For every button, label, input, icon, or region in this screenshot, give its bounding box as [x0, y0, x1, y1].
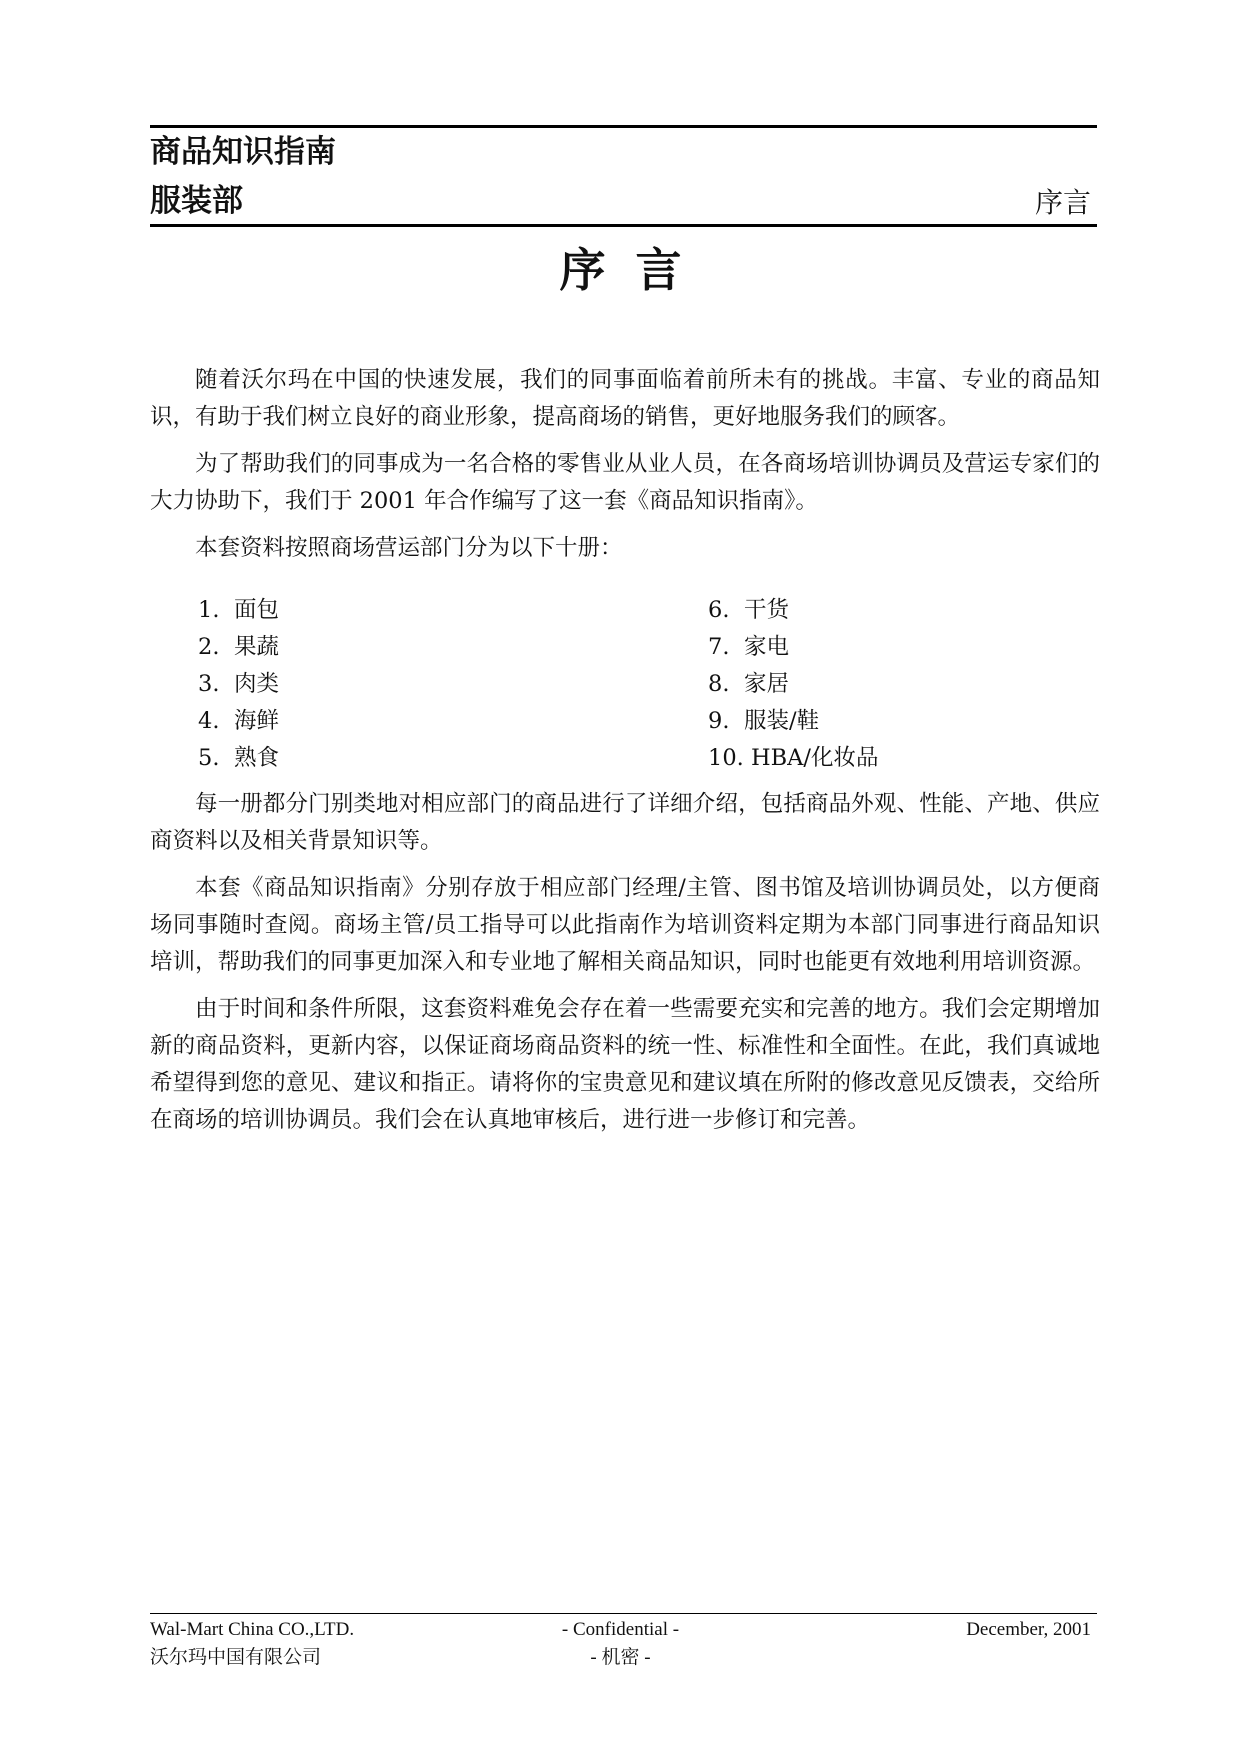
list-row [198, 629, 1048, 666]
header-bottom-rule [150, 224, 1097, 227]
list-item: 4. 海鲜 [198, 708, 280, 734]
list-item: 7. 家电 [708, 634, 790, 660]
footer-company-en: Wal-Mart China CO.,LTD. [150, 1619, 355, 1640]
list-item: 3. 肉类 [198, 671, 280, 697]
paragraph-contents: 每一册都分门别类地对相应部门的商品进行了详细介绍，包括商品外观、性能、产地、供应商资料以及相关背景知识等。 [150, 791, 1100, 854]
list-row [198, 666, 1048, 703]
list-item: 2. 果蔬 [198, 634, 280, 660]
footer-confidential-en: - Confidential - [561, 1619, 680, 1640]
list-item: 10. HBA/化妆品 [708, 745, 879, 771]
paragraph-purpose: 为了帮助我们的同事成为一名合格的零售业从业人员，在各商场培训协调员及营运专家们的大力协助下，我们于 2001 年合作编写了这一套《商品知识指南》。 [150, 451, 1100, 514]
list-item: 6. 干货 [708, 597, 790, 623]
paragraph-storage: 本套《商品知识指南》分别存放于相应部门经理/主管、图书馆及培训协调员处，以方便商场同事随时查阅。商场主管/员工指导可以此指南作为培训资料定期为本部门同事进行商品知识培训，帮助我们的同事更加深入和专业地了解相关商品知识，同时也能更有效地利用培训资源。 [150, 875, 1100, 975]
list-row [198, 592, 1048, 629]
volume-list [198, 592, 1048, 777]
list-row [198, 703, 1048, 740]
header-top-rule [150, 125, 1097, 128]
list-item: 1. 面包 [198, 597, 280, 623]
paragraph-volumes-lead: 本套资料按照商场营运部门分为以下十册： [195, 535, 623, 561]
header-title: 商品知识指南 [150, 134, 336, 170]
header-department: 服装部 [150, 183, 243, 219]
list-row [198, 740, 1048, 777]
list-item: 9. 服装/鞋 [708, 708, 820, 734]
footer-date: December, 2001 [966, 1619, 1091, 1640]
header-section-label: 序言 [1034, 186, 1091, 219]
page-title: 序言 [559, 243, 712, 297]
paragraph-feedback: 由于时间和条件所限，这套资料难免会存在着一些需要充实和完善的地方。我们会定期增加新的商品资料，更新内容，以保证商场商品资料的统一性、标准性和全面性。在此，我们真诚地希望得到您的意见、建议和指正。请将你的宝贵意见和建议填在所附的修改意见反馈表，交给所在商场的培训协调员。我们会在认真地审核后，进行进一步修订和完善。 [150, 996, 1100, 1133]
footer-company-cn: 沃尔玛中国有限公司 [150, 1647, 322, 1668]
details-block [150, 786, 1100, 1139]
intro-block [150, 362, 1100, 567]
footer-rule [150, 1613, 1097, 1614]
list-item: 8. 家居 [708, 671, 790, 697]
paragraph-intro: 随着沃尔玛在中国的快速发展，我们的同事面临着前所未有的挑战。丰富、专业的商品知识，有助于我们树立良好的商业形象，提高商场的销售，更好地服务我们的顾客。 [150, 367, 1100, 430]
footer-confidential-cn: - 机密 - [590, 1647, 651, 1668]
list-item: 5. 熟食 [198, 745, 280, 771]
